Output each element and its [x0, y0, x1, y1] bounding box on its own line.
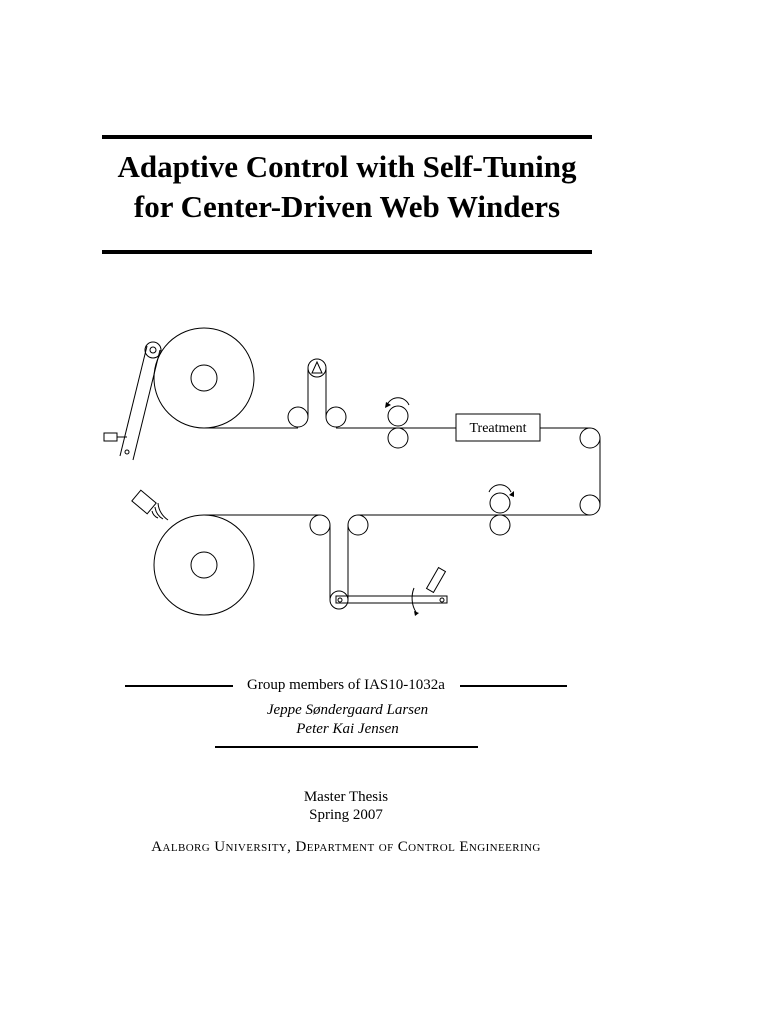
arm-actuator [104, 433, 117, 441]
arm-pivot [145, 342, 161, 358]
unwind-roll [154, 328, 254, 428]
thesis-type: Master Thesis [303, 789, 389, 805]
group-left-rule [125, 685, 233, 687]
nip-roller-bottom-b [490, 515, 510, 535]
rotation-arrow-1 [387, 398, 409, 405]
title-line-1: Adaptive Control with Self-Tuning [117, 149, 577, 184]
idler-roller-3 [348, 515, 368, 535]
group-right-rule [460, 685, 567, 687]
thesis-term: Spring 2007 [309, 807, 383, 823]
member-name: Peter Kai Jensen [296, 721, 399, 737]
title-line-2: for Center-Driven Web Winders [133, 189, 561, 224]
dancer-arm [336, 596, 447, 603]
members-bottom-rule [215, 746, 478, 748]
rewind-roll [154, 515, 254, 615]
idler-roller-4 [310, 515, 330, 535]
turn-roller-1 [580, 428, 600, 448]
dancer-sensor [427, 568, 446, 593]
rotation-arrow-2 [489, 485, 511, 492]
dancer-roller [330, 591, 348, 609]
unwind-roll-core [191, 365, 217, 391]
load-cell-triangle [312, 362, 322, 373]
treatment-label: Treatment [469, 421, 527, 436]
nip-roller-top-a [388, 406, 408, 426]
distance-sensor [132, 490, 156, 514]
turn-roller-2 [580, 495, 600, 515]
institution: Aalborg University, Department of Control Engineering [151, 839, 541, 855]
dancer-rotation-arrow [412, 588, 416, 612]
nip-roller-top-b [388, 428, 408, 448]
idler-roller-1 [288, 407, 308, 427]
idler-roller-2 [326, 407, 346, 427]
rewind-roll-core [191, 552, 217, 578]
group-heading: Group members of IAS10-1032a [247, 677, 445, 693]
member-name: Jeppe Søndergaard Larsen [266, 702, 429, 718]
nip-roller-bottom-a [490, 493, 510, 513]
